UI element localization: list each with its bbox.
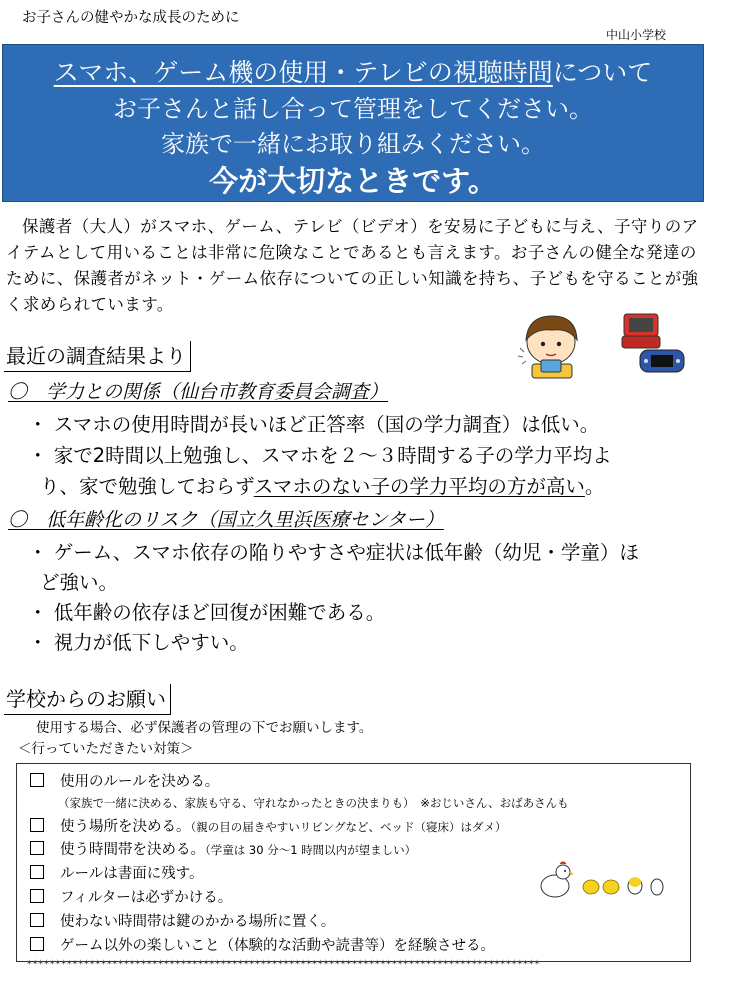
checkbox[interactable] (30, 937, 44, 951)
school-name: 中山小学校 (606, 28, 667, 42)
checkbox[interactable] (30, 841, 44, 855)
request-subheading: ＜行っていただきたい対策＞ (18, 741, 194, 757)
survey-a-item-2-line-1: ・ 家で2時間以上勉強し、スマホを２～３時間する子の学力平均よ (28, 444, 612, 467)
survey-section-title: 最近の調査結果より (4, 341, 191, 372)
title-banner (2, 44, 704, 202)
banner-line-4: 今が大切なときです。 (209, 164, 497, 198)
checkbox[interactable] (30, 865, 44, 879)
checklist-item-text: ゲーム以外の楽しいこと（体験的な活動や読書等）を経験させる。 (60, 938, 495, 954)
survey-a-item-2-plain: り、家で勉強しておらず (40, 475, 254, 498)
banner-line-1-underlined: スマホ、ゲーム機の使用・テレビの視聴時間 (53, 58, 553, 87)
checklist-item-detail: （学童は 30 分～1 時間以内が望ましい） (205, 843, 417, 857)
chicken-family-illustration (535, 858, 671, 902)
checklist-item[interactable] (30, 934, 495, 955)
survey-a-item-2-line-2 (40, 471, 604, 499)
checklist-item[interactable] (30, 910, 335, 931)
checklist-item-text: 使用のルールを決める。 (60, 774, 220, 790)
checklist-item-text: 使う場所を決める。 (60, 819, 191, 835)
survey-b-item-3: ・ 視力が低下しやすい。 (28, 631, 249, 654)
survey-b-item-1-line-2: ど強い。 (40, 571, 119, 594)
checkbox[interactable] (30, 889, 44, 903)
request-note: 使用する場合、必ず保護者の管理の下でお願いします。 (36, 720, 373, 736)
checklist-item-text: フィルターは必ずかける。 (60, 890, 233, 906)
checklist-item[interactable] (30, 862, 204, 883)
survey-b-item-1-line-1: ・ ゲーム、スマホ依存の陥りやすさや症状は低年齢（幼児・学童）ほ (28, 541, 639, 564)
checklist-item[interactable] (30, 886, 232, 907)
checklist-item[interactable] (30, 815, 507, 836)
checklist-item-text: 使わない時間帯は鍵のかかる場所に置く。 (60, 914, 336, 930)
banner-line-2: お子さんと話し合って管理をしてください。 (113, 95, 593, 123)
checklist-item-detail: （親の目の届きやすいリビングなど、ベッド（寝床）はダメ） (190, 820, 507, 834)
checkbox[interactable] (30, 818, 44, 832)
page-caption: お子さんの健やかな成長のために (22, 10, 240, 26)
banner-line-1-rest: について (552, 58, 653, 87)
survey-b-item-2: ・ 低年齢の依存ほど回復が困難である。 (28, 601, 386, 624)
checklist-item[interactable] (30, 770, 219, 791)
checklist-item[interactable] (30, 838, 416, 859)
request-section-title: 学校からのお願い (4, 684, 171, 715)
intro-paragraph: 保護者（大人）がスマホ、ゲーム、テレビ（ビデオ）を安易に子どもに与え、子守りのアイテムとして用いることは非常に危険なことであるとも言えます。お子さんの健全な発達のために、保護者がネット・ゲーム依存についての正しい知識を持ち、子どもを守ることが強く求められています。 (6, 217, 699, 314)
checkbox[interactable] (30, 773, 44, 787)
checklist-item-detail: （家族で一緒に決める、家族も守る、守れなかったときの決まりも） ※おじいさん、おばあさんも (58, 796, 569, 810)
survey-heading-risk: 〇 低年齢化のリスク（国立久里浜医療センター） (8, 509, 444, 531)
checklist-item-text: 使う時間帯を決める。 (60, 842, 205, 858)
box-bottom-border-decoration: ✶✶✶✶✶✶✶✶✶✶✶✶✶✶✶✶✶✶✶✶✶✶✶✶✶✶✶✶✶✶✶✶✶✶✶✶✶✶✶✶✶✶✶✶✶✶✶✶✶✶✶✶✶✶✶✶✶✶✶✶✶✶✶✶✶✶✶✶✶✶✶✶✶✶✶✶✶✶✶✶✶✶✶✶✶✶✶✶✶✶ (26, 958, 540, 967)
survey-a-item-1: ・ スマホの使用時間が長いほど正答率（国の学力調査）は低い。 (28, 413, 600, 436)
survey-a-item-2-end: 。 (584, 475, 605, 498)
checklist-item-text: ルールは書面に残す。 (60, 866, 204, 882)
survey-heading-academic: 〇 学力との関係（仙台市教育委員会調査） (8, 381, 389, 403)
game-console-illustration (618, 310, 688, 376)
survey-a-item-2-underlined: スマホのない子の学力平均の方が高い (253, 475, 585, 498)
child-with-game-illustration (514, 310, 590, 380)
checkbox[interactable] (30, 913, 44, 927)
banner-line-1 (3, 53, 703, 89)
banner-line-3: 家族で一緒にお取り組みください。 (161, 130, 545, 158)
